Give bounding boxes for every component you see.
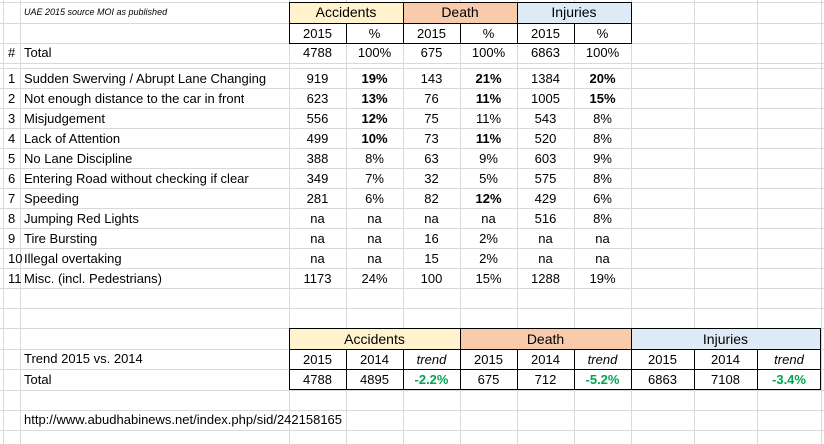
cause-accidents-pct: na bbox=[367, 251, 382, 266]
trend-table-vline-5 bbox=[517, 349, 518, 390]
cause-death-count: 82 bbox=[424, 191, 439, 206]
trend-count-value: 4788 bbox=[303, 372, 332, 387]
cause-label: Entering Road without checking if clear bbox=[24, 171, 249, 186]
gridline bbox=[20, 0, 21, 444]
trend-total-label: Total bbox=[24, 372, 52, 387]
cause-accidents-pct: na bbox=[367, 211, 382, 226]
cause-label: Sudden Swerving / Abrupt Lane Changing bbox=[24, 71, 267, 86]
trend-subheader-trend: trend bbox=[416, 352, 447, 367]
cause-injuries-pct: 19% bbox=[589, 271, 616, 286]
cause-death-count: 143 bbox=[420, 71, 443, 86]
gridline bbox=[3, 0, 4, 444]
trend-subheader-2014: 2014 bbox=[360, 352, 389, 367]
cause-accidents-count: 556 bbox=[306, 111, 329, 126]
cause-death-count: na bbox=[424, 211, 439, 226]
trend-change-value: -5.2% bbox=[585, 372, 620, 387]
cause-death-count: 76 bbox=[424, 91, 439, 106]
cause-injuries-count: na bbox=[538, 251, 553, 266]
cause-death-count: 63 bbox=[424, 151, 439, 166]
source-url: http://www.abudhabinews.net/index.php/sid/242158165 bbox=[24, 412, 343, 427]
cause-accidents-pct: 8% bbox=[365, 151, 384, 166]
trend-accidents-header: Accidents bbox=[344, 331, 405, 347]
total-accidents-count: 4788 bbox=[303, 45, 332, 60]
cause-injuries-pct: 8% bbox=[593, 171, 612, 186]
cause-accidents-pct: 19% bbox=[361, 71, 388, 86]
total-injuries-count: 6863 bbox=[531, 45, 560, 60]
cause-death-count: 75 bbox=[424, 111, 439, 126]
total-label: Total bbox=[24, 45, 52, 60]
cause-injuries-count: 543 bbox=[534, 111, 557, 126]
cause-injuries-pct: na bbox=[595, 231, 610, 246]
total-injuries-pct: 100% bbox=[585, 45, 620, 60]
cause-injuries-count: 1384 bbox=[531, 71, 560, 86]
cause-num: 4 bbox=[8, 131, 16, 146]
cause-label: Misc. (incl. Pedestrians) bbox=[24, 271, 162, 286]
cause-num: 3 bbox=[8, 111, 16, 126]
cause-label: Tire Bursting bbox=[24, 231, 98, 246]
gridline bbox=[0, 288, 824, 289]
trend-count-value: 7108 bbox=[711, 372, 740, 387]
injuries-header: Injuries bbox=[551, 4, 597, 20]
cause-death-pct: 11% bbox=[475, 131, 502, 146]
cause-death-count: 16 bbox=[424, 231, 439, 246]
trend-subheader-trend: trend bbox=[587, 352, 618, 367]
cause-num: 1 bbox=[8, 71, 16, 86]
trend-table-border bbox=[289, 328, 821, 390]
trend-table-vline-1 bbox=[460, 328, 461, 390]
trend-table-hline-2 bbox=[289, 369, 821, 370]
cause-num: 11 bbox=[8, 271, 22, 286]
subheader-death-year: 2015 bbox=[417, 26, 446, 41]
cause-accidents-pct: 10% bbox=[361, 131, 388, 146]
trend-title: Trend 2015 vs. 2014 bbox=[24, 351, 143, 366]
trend-count-value: 712 bbox=[534, 372, 557, 387]
trend-table-vline-8 bbox=[757, 349, 758, 390]
cause-num: 8 bbox=[8, 211, 16, 226]
accidents-header: Accidents bbox=[315, 4, 377, 20]
cause-injuries-count: 1005 bbox=[531, 91, 560, 106]
cause-accidents-count: 349 bbox=[306, 171, 329, 186]
cause-num: 10 bbox=[8, 251, 23, 266]
cause-death-pct: 21% bbox=[475, 71, 502, 86]
cause-label: No Lane Discipline bbox=[24, 151, 133, 166]
cause-death-pct: 2% bbox=[479, 251, 498, 266]
gridline bbox=[821, 0, 822, 444]
cause-label: Speeding bbox=[24, 191, 79, 206]
total-accidents-pct: 100% bbox=[357, 45, 392, 60]
cause-death-pct: 12% bbox=[475, 191, 502, 206]
cause-injuries-pct: 9% bbox=[593, 151, 612, 166]
subheader-accidents-pct: % bbox=[368, 26, 381, 41]
source-note: UAE 2015 source MOI as published bbox=[24, 7, 168, 17]
cause-label: Lack of Attention bbox=[24, 131, 121, 146]
cause-num: 6 bbox=[8, 171, 16, 186]
cause-num: 7 bbox=[8, 191, 16, 206]
trend-death-header: Death bbox=[526, 331, 565, 347]
cause-accidents-pct: 12% bbox=[361, 111, 388, 126]
cause-death-count: 32 bbox=[424, 171, 439, 186]
total-death-count: 675 bbox=[420, 45, 443, 60]
top-table-vline-1 bbox=[403, 2, 404, 44]
cause-death-pct: 5% bbox=[479, 171, 498, 186]
trend-table-vline-3 bbox=[346, 349, 347, 390]
top-table-vline-3 bbox=[346, 23, 347, 44]
cause-death-pct: 2% bbox=[479, 231, 498, 246]
cause-accidents-pct: 7% bbox=[365, 171, 384, 186]
trend-table-vline-2 bbox=[631, 328, 632, 390]
cause-accidents-count: na bbox=[310, 251, 325, 266]
cause-accidents-pct: na bbox=[367, 231, 382, 246]
cause-accidents-count: 919 bbox=[306, 71, 329, 86]
subheader-accidents-year: 2015 bbox=[303, 26, 332, 41]
cause-accidents-pct: 6% bbox=[365, 191, 384, 206]
cause-death-pct: 15% bbox=[475, 271, 502, 286]
trend-subheader-2014: 2014 bbox=[711, 352, 740, 367]
cause-injuries-count: 575 bbox=[534, 171, 557, 186]
gridline bbox=[0, 308, 824, 309]
cause-death-pct: 9% bbox=[479, 151, 498, 166]
trend-table-vline-6 bbox=[574, 349, 575, 390]
cause-num: 9 bbox=[8, 231, 16, 246]
trend-subheader-2015: 2015 bbox=[474, 352, 503, 367]
cause-num: 2 bbox=[8, 91, 16, 106]
subheader-death-pct: % bbox=[482, 26, 495, 41]
cause-accidents-count: 499 bbox=[306, 131, 329, 146]
cause-injuries-count: 603 bbox=[534, 151, 557, 166]
subheader-injuries-pct: % bbox=[596, 26, 609, 41]
cause-injuries-pct: 20% bbox=[589, 71, 616, 86]
cause-injuries-pct: na bbox=[595, 251, 610, 266]
trend-subheader-2015: 2015 bbox=[648, 352, 677, 367]
trend-count-value: 4895 bbox=[360, 372, 389, 387]
cause-injuries-pct: 8% bbox=[593, 131, 612, 146]
cause-accidents-pct: 13% bbox=[361, 91, 388, 106]
subheader-injuries-year: 2015 bbox=[531, 26, 560, 41]
trend-subheader-trend: trend bbox=[774, 352, 804, 367]
trend-subheader-2015: 2015 bbox=[303, 352, 332, 367]
cause-num: 5 bbox=[8, 151, 16, 166]
cause-injuries-count: 429 bbox=[534, 191, 557, 206]
cause-accidents-count: na bbox=[310, 211, 325, 226]
gridline bbox=[0, 390, 824, 391]
cause-accidents-pct: 24% bbox=[361, 271, 388, 286]
trend-subheader-2014: 2014 bbox=[531, 352, 560, 367]
cause-death-pct: 11% bbox=[475, 111, 502, 126]
trend-change-value: -3.4% bbox=[772, 372, 806, 387]
cause-label: Not enough distance to the car in front bbox=[24, 91, 245, 106]
cause-injuries-pct: 8% bbox=[593, 211, 612, 226]
cause-accidents-count: 388 bbox=[306, 151, 329, 166]
cause-label: Jumping Red Lights bbox=[24, 211, 139, 226]
cause-death-pct: na bbox=[481, 211, 496, 226]
top-table-vline-5 bbox=[574, 23, 575, 44]
cause-death-count: 100 bbox=[420, 271, 443, 286]
trend-table-vline-4 bbox=[403, 349, 404, 390]
gridline bbox=[0, 430, 824, 431]
top-table-vline-2 bbox=[517, 2, 518, 44]
cause-injuries-pct: 6% bbox=[593, 191, 612, 206]
trend-count-value: 675 bbox=[477, 372, 500, 387]
cause-injuries-count: 1288 bbox=[531, 271, 560, 286]
gridline bbox=[0, 63, 824, 64]
cause-injuries-count: 520 bbox=[534, 131, 557, 146]
cause-death-pct: 11% bbox=[475, 91, 502, 106]
cause-death-count: 15 bbox=[424, 251, 439, 266]
cause-accidents-count: 1173 bbox=[303, 271, 332, 286]
cause-accidents-count: 623 bbox=[306, 91, 329, 106]
cause-injuries-pct: 15% bbox=[589, 91, 616, 106]
cause-label: Misjudgement bbox=[24, 111, 105, 126]
cause-injuries-count: na bbox=[538, 231, 553, 246]
cause-injuries-pct: 8% bbox=[593, 111, 612, 126]
trend-change-value: -2.2% bbox=[414, 372, 449, 387]
trend-table-vline-7 bbox=[694, 349, 695, 390]
total-death-pct: 100% bbox=[471, 45, 506, 60]
death-header: Death bbox=[441, 4, 479, 20]
top-table-vline-4 bbox=[460, 23, 461, 44]
cause-accidents-count: na bbox=[310, 231, 325, 246]
cause-injuries-count: 516 bbox=[534, 211, 557, 226]
trend-count-value: 6863 bbox=[648, 372, 677, 387]
trend-injuries-header: Injuries bbox=[702, 331, 749, 347]
cause-accidents-count: 281 bbox=[306, 191, 329, 206]
cause-death-count: 73 bbox=[424, 131, 439, 146]
total-num: # bbox=[8, 45, 16, 60]
cause-label: Illegal overtaking bbox=[24, 251, 122, 266]
trend-table-hline-1 bbox=[289, 349, 821, 350]
